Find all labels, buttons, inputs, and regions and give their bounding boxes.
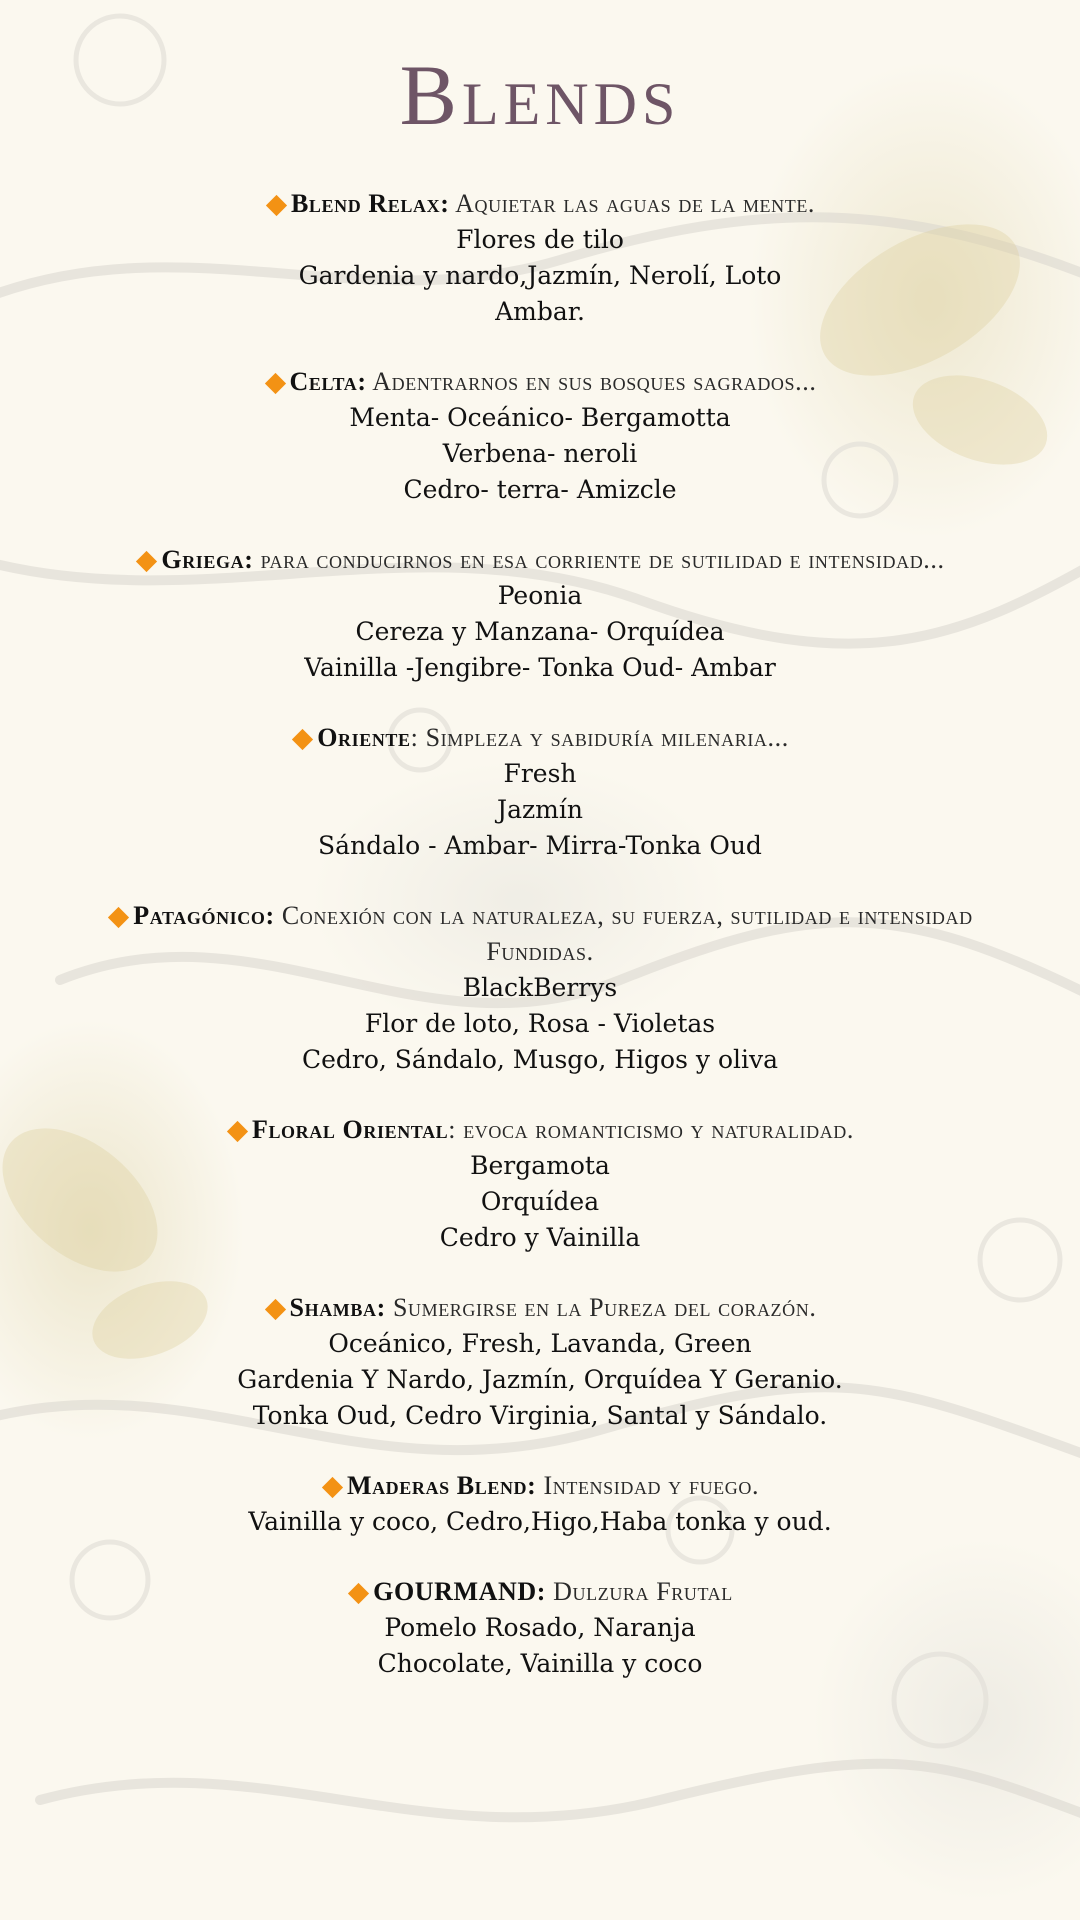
diamond-bullet-icon — [292, 728, 313, 749]
blend-section — [90, 1290, 990, 1434]
blend-section — [90, 186, 990, 330]
blend-list — [90, 186, 990, 1716]
diamond-bullet-icon — [227, 1120, 248, 1141]
blend-heading — [90, 720, 990, 756]
blend-heading — [90, 898, 990, 970]
blend-note-line: Gardenia y nardo,Jazmín, Nerolí, Loto — [298, 261, 782, 290]
page-title: Blends — [399, 47, 681, 143]
blend-heading — [90, 1574, 990, 1610]
blend-note-line: Fresh — [503, 759, 577, 788]
blend-section — [90, 1468, 990, 1540]
blend-note-line: Cedro- terra- Amizcle — [403, 475, 677, 504]
blend-heading — [90, 364, 990, 400]
blend-description: Dulzura Frutal — [546, 1577, 733, 1606]
blend-name: Patagónico: — [133, 901, 275, 930]
blend-name: Griega: — [161, 545, 254, 574]
blend-note-line: Peonia — [497, 581, 583, 610]
blend-note-line: Menta- Oceánico- Bergamotta — [349, 403, 731, 432]
blend-description: Sumergirse en la Pureza del corazón. — [385, 1293, 817, 1322]
blend-name: GOURMAND: — [373, 1577, 547, 1606]
blend-name: Maderas Blend: — [346, 1471, 537, 1500]
blend-note-line: Cereza y Manzana- Orquídea — [355, 617, 725, 646]
blend-description: para conducirnos en esa corriente de sutilidad e intensidad... — [253, 545, 945, 574]
blend-note-line: Bergamota — [470, 1151, 610, 1180]
blend-name: Blend Relax: — [290, 189, 450, 218]
diamond-bullet-icon — [266, 194, 287, 215]
blend-section — [90, 720, 990, 864]
blend-heading — [90, 1112, 990, 1148]
blend-note-line: Verbena- neroli — [442, 439, 638, 468]
diamond-bullet-icon — [348, 1582, 369, 1603]
blend-section — [90, 1112, 990, 1256]
blend-description: : Simpleza y sabiduría milenaria... — [410, 723, 789, 752]
blend-note-line: Sándalo - Ambar- Mirra-Tonka Oud — [318, 831, 762, 860]
diamond-bullet-icon — [264, 372, 285, 393]
blend-note-line: Vainilla y coco, Cedro,Higo,Haba tonka y oud. — [248, 1507, 832, 1536]
blend-name: Floral Oriental — [251, 1115, 449, 1144]
blend-description: Intensidad y fuego. — [536, 1471, 760, 1500]
blend-heading — [90, 1468, 990, 1504]
blend-name: Shamba: — [289, 1293, 386, 1322]
blend-section — [90, 364, 990, 508]
blend-note-line: Orquídea — [480, 1187, 600, 1216]
blend-section — [90, 898, 990, 1078]
blend-note-line: BlackBerrys — [462, 973, 618, 1002]
blend-note-line: Cedro y Vainilla — [439, 1223, 641, 1252]
blend-note-line: Jazmín — [497, 795, 583, 824]
blend-description: Adentrarnos en sus bosques sagrados... — [366, 367, 817, 396]
blend-name: Oriente — [317, 723, 411, 752]
blend-note-line: Gardenia Y Nardo, Jazmín, Orquídea Y Geranio. — [237, 1365, 843, 1394]
blend-note-line: Oceánico, Fresh, Lavanda, Green — [328, 1329, 752, 1358]
blend-note-line: Tonka Oud, Cedro Virginia, Santal y Sándalo. — [252, 1401, 828, 1430]
blend-heading — [90, 1290, 990, 1326]
blend-section — [90, 542, 990, 686]
blend-section — [90, 1574, 990, 1682]
blend-note-line: Cedro, Sándalo, Musgo, Higos y oliva — [301, 1045, 779, 1074]
blend-note-line: Pomelo Rosado, Naranja — [384, 1613, 696, 1642]
blend-note-line: Chocolate, Vainilla y coco — [377, 1649, 703, 1678]
blend-note-line: Flores de tilo — [456, 225, 624, 254]
blend-name: Celta: — [289, 367, 367, 396]
blend-note-line: Flor de loto, Rosa - Violetas — [364, 1009, 716, 1038]
blend-note-line: Vainilla -Jengibre- Tonka Oud- Ambar — [304, 653, 776, 682]
diamond-bullet-icon — [108, 906, 129, 927]
diamond-bullet-icon — [136, 550, 157, 571]
blend-heading — [90, 186, 990, 222]
blend-description: : evoca romanticismo y naturalidad. — [448, 1115, 855, 1144]
blend-note-line: Ambar. — [495, 297, 585, 326]
diamond-bullet-icon — [264, 1298, 285, 1319]
blend-description: Conexión con la naturaleza, su fuerza, sutilidad e intensidad Fundidas. — [274, 901, 973, 966]
blend-heading — [90, 542, 990, 578]
diamond-bullet-icon — [322, 1476, 343, 1497]
blend-description: Aquietar las aguas de la mente. — [449, 189, 816, 218]
